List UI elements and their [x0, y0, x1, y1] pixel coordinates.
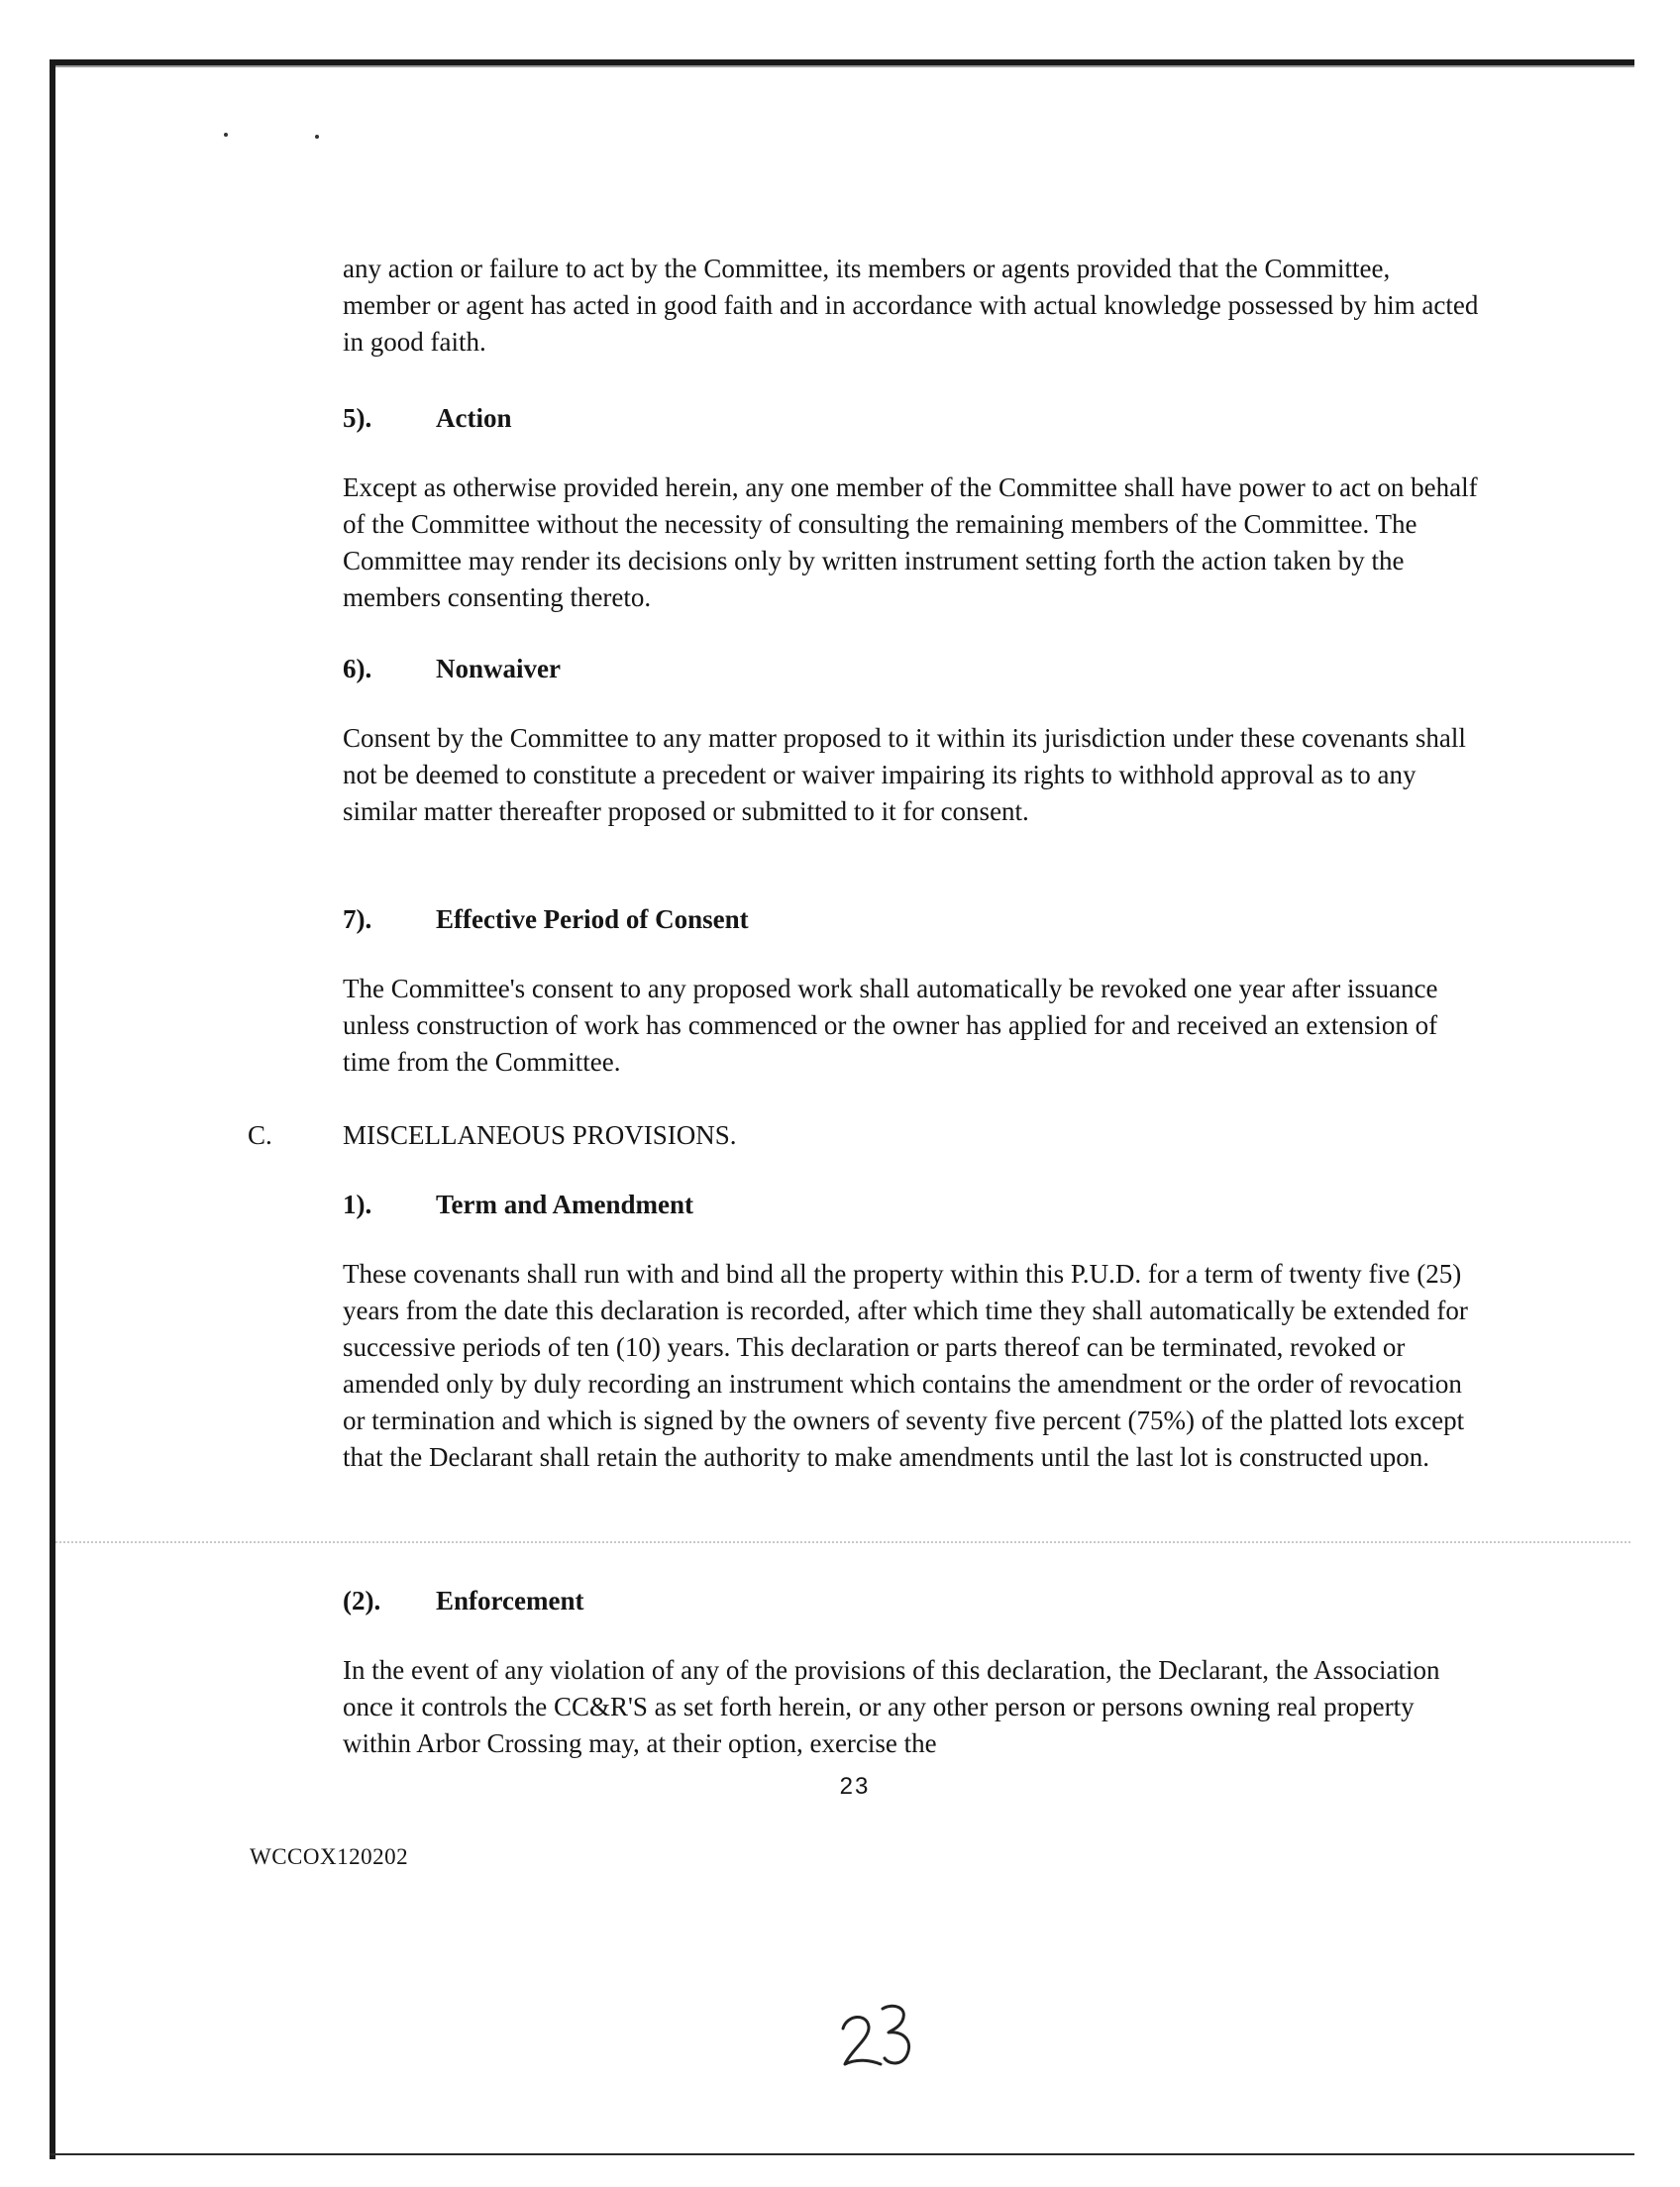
section-number: 5). — [343, 403, 372, 433]
section-body-effective-period: The Committee's consent to any proposed work shall automatically be revoked one year after issuance unless construction of work has commenced or the owner has applied for and received an extension of time from the Committee. — [343, 974, 1438, 1077]
subsection-body-term: These covenants shall run with and bind all the property within this P.U.D. for a term of twenty five (25) years from the date this declaration is recorded, after which time they shall automatically be extended for successive periods of ten (10) years. This declaration or parts thereof can be terminated, revoked or amended only by duly recording an instrument which contains the amendment or the order of revocation or termination and which is signed by the owners of seventy five percent (75%) of the platted lots except that the Declarant shall retain the authority to make amendments until the last lot is constructed upon. — [343, 1259, 1468, 1472]
section-heading-action — [343, 400, 512, 437]
subsection-number: 1). — [343, 1190, 372, 1219]
section-title: Action — [436, 403, 512, 433]
subsection-title: Enforcement — [436, 1586, 584, 1615]
subsection-heading-term — [343, 1187, 693, 1223]
handwritten-page-number — [837, 1999, 926, 2078]
page-number: 23 — [839, 1773, 871, 1800]
section-body-nonwaiver: Consent by the Committee to any matter proposed to it within its jurisdiction under these covenants shall not be deemed to constitute a precedent or waiver impairing its rights to withhold approval as to any similar matter thereafter proposed or submitted to it for consent. — [343, 723, 1466, 826]
document-id: WCCOX120202 — [250, 1844, 409, 1869]
section-number: 7). — [343, 904, 372, 934]
section-title: Nonwaiver — [436, 654, 561, 683]
section-body-action: Except as otherwise provided herein, any one member of the Committee shall have power to act on behalf of the Committee without the necessity of consulting the remaining members of the Committee. The Committee may render its decisions only by written instrument setting forth the action taken by the members consenting thereto. — [343, 472, 1478, 612]
section-title: Effective Period of Consent — [436, 904, 749, 934]
major-section-letter: C. — [248, 1120, 272, 1150]
subsection-body-enforcement: In the event of any violation of any of the provisions of this declaration, the Declarant, the Association once it controls the CC&R'S as set forth herein, or any other person or persons owning real property within Arbor Crossing may, at their option, exercise the — [343, 1655, 1440, 1758]
section-heading-effective-period — [343, 901, 749, 938]
section-heading-nonwaiver — [343, 651, 561, 687]
intro-paragraph: any action or failure to act by the Committee, its members or agents provided that the Committee, member or agent has acted in good faith and in accordance with actual knowledge possessed by him acted in good faith. — [343, 254, 1479, 357]
major-section-heading — [248, 1117, 737, 1154]
major-section-title: MISCELLANEOUS PROVISIONS. — [343, 1120, 737, 1150]
subsection-heading-enforcement — [343, 1583, 583, 1619]
subsection-number: (2). — [343, 1586, 381, 1615]
subsection-title: Term and Amendment — [436, 1190, 694, 1219]
section-number: 6). — [343, 654, 372, 683]
